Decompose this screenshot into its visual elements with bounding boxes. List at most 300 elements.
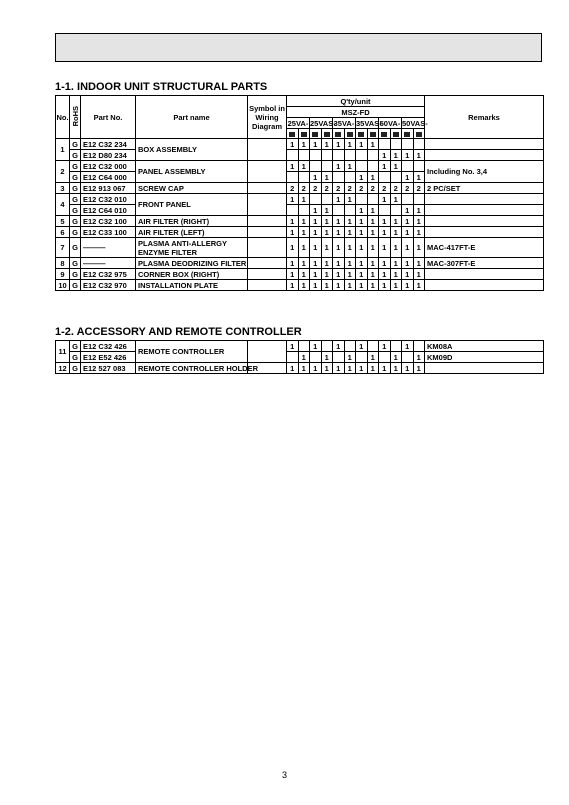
- qty-cell: [379, 172, 391, 183]
- qty-cell: 1: [390, 238, 402, 258]
- symbol-cell: [248, 216, 287, 227]
- qty-cell: [402, 352, 414, 363]
- remarks-cell: [425, 227, 544, 238]
- qty-cell: 1: [310, 139, 322, 150]
- model-variant-cell: [344, 129, 356, 139]
- header-model: MSZ-FD: [287, 107, 425, 118]
- qty-cell: 1: [310, 280, 322, 291]
- qty-cell: [402, 194, 414, 205]
- qty-cell: 1: [379, 341, 391, 352]
- item-number: 3: [56, 183, 70, 194]
- qty-cell: 1: [333, 341, 345, 352]
- qty-cell: [390, 205, 402, 216]
- qty-cell: 1: [287, 227, 299, 238]
- variant-icon: [404, 132, 410, 137]
- qty-cell: 1: [321, 280, 333, 291]
- qty-cell: 1: [333, 363, 345, 374]
- qty-cell: 1: [390, 269, 402, 280]
- table-row: [56, 227, 544, 238]
- qty-cell: 1: [413, 227, 425, 238]
- table-row: [56, 183, 544, 194]
- qty-cell: [321, 341, 333, 352]
- qty-cell: 1: [310, 205, 322, 216]
- header-part-name: Part name: [136, 96, 248, 139]
- variant-icon: [416, 132, 422, 137]
- qty-cell: [333, 150, 345, 161]
- qty-cell: 1: [413, 172, 425, 183]
- symbol-cell: [248, 269, 287, 280]
- qty-cell: [298, 341, 310, 352]
- qty-cell: 1: [321, 238, 333, 258]
- rohs-cell: G: [70, 352, 81, 363]
- rohs-cell: G: [70, 238, 81, 258]
- model-group-header: 50VAS-: [402, 118, 428, 128]
- remarks-cell: [425, 139, 544, 150]
- qty-cell: 1: [413, 269, 425, 280]
- qty-cell: 1: [379, 280, 391, 291]
- qty-cell: 1: [367, 258, 379, 269]
- table-row: [56, 139, 544, 150]
- qty-cell: 2: [402, 183, 414, 194]
- header-no: No.: [56, 96, 70, 139]
- part-number: E12 527 083: [81, 363, 136, 374]
- qty-cell: [413, 161, 425, 172]
- part-number: E12 C32 426: [81, 341, 136, 352]
- qty-cell: [310, 161, 322, 172]
- qty-cell: 1: [413, 238, 425, 258]
- qty-cell: 1: [321, 227, 333, 238]
- part-name: REMOTE CONTROLLER HOLDER: [136, 363, 248, 374]
- qty-cell: 1: [367, 139, 379, 150]
- qty-cell: [344, 150, 356, 161]
- qty-cell: 1: [402, 269, 414, 280]
- qty-cell: 1: [344, 352, 356, 363]
- qty-cell: 1: [390, 161, 402, 172]
- rohs-cell: G: [70, 139, 81, 150]
- qty-cell: 1: [344, 280, 356, 291]
- qty-cell: 1: [287, 216, 299, 227]
- qty-cell: 1: [287, 139, 299, 150]
- variant-icon: [381, 132, 387, 137]
- rohs-cell: G: [70, 258, 81, 269]
- qty-cell: [356, 194, 368, 205]
- qty-cell: [333, 352, 345, 363]
- qty-cell: 1: [298, 258, 310, 269]
- qty-cell: 1: [321, 139, 333, 150]
- qty-cell: 1: [402, 150, 414, 161]
- qty-cell: [287, 172, 299, 183]
- part-number: E12 C32 010: [81, 194, 136, 205]
- qty-cell: [344, 341, 356, 352]
- qty-cell: 2: [379, 183, 391, 194]
- part-name: REMOTE CONTROLLER: [136, 341, 248, 363]
- qty-cell: [287, 150, 299, 161]
- qty-cell: 1: [367, 227, 379, 238]
- qty-cell: 1: [413, 280, 425, 291]
- qty-cell: 1: [413, 363, 425, 374]
- header-qty: Q'ty/unit: [287, 96, 425, 107]
- qty-cell: 1: [379, 258, 391, 269]
- qty-cell: 1: [390, 194, 402, 205]
- qty-cell: 1: [356, 280, 368, 291]
- qty-cell: 1: [356, 205, 368, 216]
- qty-cell: 1: [413, 205, 425, 216]
- model-variant-cell: [287, 129, 299, 139]
- symbol-cell: [248, 139, 287, 161]
- variant-icon: [289, 132, 295, 137]
- qty-cell: 2: [298, 183, 310, 194]
- qty-cell: [413, 341, 425, 352]
- qty-cell: 1: [298, 238, 310, 258]
- qty-cell: 1: [402, 280, 414, 291]
- part-name: SCREW CAP: [136, 183, 248, 194]
- symbol-cell: [248, 341, 287, 363]
- qty-cell: 2: [367, 183, 379, 194]
- part-number: ———: [81, 258, 136, 269]
- part-number: E12 E52 426: [81, 352, 136, 363]
- qty-cell: 2: [321, 183, 333, 194]
- qty-cell: 1: [402, 238, 414, 258]
- qty-cell: 1: [390, 227, 402, 238]
- qty-cell: 1: [298, 280, 310, 291]
- part-number: E12 C33 100: [81, 227, 136, 238]
- qty-cell: 2: [310, 183, 322, 194]
- table-row: [56, 280, 544, 291]
- qty-cell: 1: [402, 227, 414, 238]
- remarks-cell: KM08A: [425, 341, 544, 352]
- qty-cell: [390, 341, 402, 352]
- qty-cell: 1: [402, 258, 414, 269]
- qty-cell: 1: [344, 227, 356, 238]
- part-number: E12 C64 000: [81, 172, 136, 183]
- qty-cell: [390, 172, 402, 183]
- qty-cell: 1: [344, 194, 356, 205]
- qty-cell: 1: [333, 227, 345, 238]
- table-row: [56, 269, 544, 280]
- qty-cell: 1: [310, 269, 322, 280]
- symbol-cell: [248, 183, 287, 194]
- qty-cell: 1: [356, 139, 368, 150]
- qty-cell: [367, 150, 379, 161]
- variant-icon: [324, 132, 330, 137]
- qty-cell: 2: [413, 183, 425, 194]
- table-row: [56, 216, 544, 227]
- part-number: E12 C32 975: [81, 269, 136, 280]
- qty-cell: 1: [402, 172, 414, 183]
- item-number: 11: [56, 341, 70, 363]
- qty-cell: 1: [402, 363, 414, 374]
- item-number: 4: [56, 194, 70, 216]
- qty-cell: 1: [333, 194, 345, 205]
- item-number: 5: [56, 216, 70, 227]
- qty-cell: 1: [356, 258, 368, 269]
- qty-cell: 1: [379, 227, 391, 238]
- qty-cell: 1: [356, 227, 368, 238]
- part-number: E12 C32 000: [81, 161, 136, 172]
- qty-cell: [310, 352, 322, 363]
- rohs-cell: G: [70, 269, 81, 280]
- header-part-no: Part No.: [81, 96, 136, 139]
- qty-cell: 1: [298, 352, 310, 363]
- qty-cell: 1: [390, 280, 402, 291]
- rohs-cell: G: [70, 216, 81, 227]
- qty-cell: 1: [287, 258, 299, 269]
- qty-cell: 1: [356, 269, 368, 280]
- qty-cell: 1: [344, 161, 356, 172]
- header-rohs: RoHS: [70, 96, 81, 139]
- qty-cell: 1: [390, 258, 402, 269]
- rohs-cell: G: [70, 205, 81, 216]
- part-number: E12 C64 010: [81, 205, 136, 216]
- item-number: 10: [56, 280, 70, 291]
- qty-cell: [402, 139, 414, 150]
- qty-cell: 1: [344, 238, 356, 258]
- qty-cell: 1: [413, 352, 425, 363]
- qty-cell: 1: [298, 363, 310, 374]
- qty-cell: 1: [379, 216, 391, 227]
- qty-cell: 1: [333, 280, 345, 291]
- qty-cell: 2: [333, 183, 345, 194]
- part-number: ———: [81, 238, 136, 258]
- qty-cell: 1: [310, 216, 322, 227]
- model-group-header: 35VA-: [333, 118, 355, 128]
- table-row: [56, 341, 544, 352]
- symbol-cell: [248, 238, 287, 258]
- qty-cell: 1: [287, 194, 299, 205]
- qty-cell: 1: [379, 238, 391, 258]
- qty-cell: 1: [379, 150, 391, 161]
- item-number: 6: [56, 227, 70, 238]
- symbol-cell: [248, 161, 287, 183]
- rohs-cell: G: [70, 161, 81, 172]
- rohs-cell: G: [70, 227, 81, 238]
- variant-icon: [370, 132, 376, 137]
- symbol-cell: [248, 258, 287, 269]
- qty-cell: [310, 150, 322, 161]
- qty-cell: 1: [379, 194, 391, 205]
- remarks-cell: Including No. 3,4: [425, 161, 544, 183]
- qty-cell: 1: [367, 238, 379, 258]
- qty-cell: 2: [344, 183, 356, 194]
- qty-cell: 2: [356, 183, 368, 194]
- qty-cell: 1: [413, 150, 425, 161]
- rohs-cell: G: [70, 280, 81, 291]
- model-group-header: 25VAS-: [310, 118, 336, 128]
- part-name: PLASMA DEODRIZING FILTER: [136, 258, 248, 269]
- qty-cell: [367, 341, 379, 352]
- item-number: 7: [56, 238, 70, 258]
- qty-cell: 1: [333, 258, 345, 269]
- remarks-cell: [425, 150, 544, 161]
- qty-cell: 1: [344, 216, 356, 227]
- qty-cell: 1: [413, 258, 425, 269]
- qty-cell: 1: [321, 363, 333, 374]
- rohs-cell: G: [70, 183, 81, 194]
- model-group-header: 35VAS-: [356, 118, 382, 128]
- qty-cell: [367, 194, 379, 205]
- model-variant-cell: [413, 129, 425, 139]
- item-number: 1: [56, 139, 70, 161]
- model-variant-cell: [321, 129, 333, 139]
- qty-cell: 1: [344, 269, 356, 280]
- qty-cell: [333, 205, 345, 216]
- part-name: AIR FILTER (LEFT): [136, 227, 248, 238]
- remarks-cell: [425, 216, 544, 227]
- qty-cell: 1: [367, 269, 379, 280]
- qty-cell: [344, 172, 356, 183]
- model-group-header: 25VA-: [287, 118, 309, 128]
- qty-cell: 1: [298, 161, 310, 172]
- qty-cell: 1: [298, 139, 310, 150]
- table-row: [56, 352, 544, 363]
- qty-cell: 1: [333, 238, 345, 258]
- qty-cell: 2: [287, 183, 299, 194]
- part-name: CORNER BOX (RIGHT): [136, 269, 248, 280]
- item-number: 2: [56, 161, 70, 183]
- model-variant-cell: [379, 129, 391, 139]
- qty-cell: [402, 161, 414, 172]
- qty-cell: 1: [356, 172, 368, 183]
- item-number: 9: [56, 269, 70, 280]
- qty-cell: 2: [390, 183, 402, 194]
- model-group-header: 50VA-: [379, 118, 401, 128]
- qty-cell: 1: [367, 205, 379, 216]
- qty-cell: 1: [298, 194, 310, 205]
- qty-cell: [298, 150, 310, 161]
- qty-cell: 1: [287, 238, 299, 258]
- item-number: 12: [56, 363, 70, 374]
- qty-cell: [321, 150, 333, 161]
- qty-cell: 1: [356, 341, 368, 352]
- qty-cell: 1: [333, 139, 345, 150]
- rohs-cell: G: [70, 150, 81, 161]
- qty-cell: 1: [367, 352, 379, 363]
- qty-cell: 1: [344, 363, 356, 374]
- qty-cell: [379, 139, 391, 150]
- remarks-cell: MAC-417FT-E: [425, 238, 544, 258]
- model-variant-cell: [356, 129, 368, 139]
- qty-cell: 1: [321, 269, 333, 280]
- part-number: E12 D80 234: [81, 150, 136, 161]
- table-row: [56, 238, 544, 258]
- part-name: BOX ASSEMBLY: [136, 139, 248, 161]
- qty-cell: 1: [298, 269, 310, 280]
- section2-title: 1-2. ACCESSORY AND REMOTE CONTROLLER: [55, 326, 302, 338]
- qty-cell: 1: [356, 363, 368, 374]
- item-number: 8: [56, 258, 70, 269]
- header-symbol: Symbol in Wiring Diagram: [248, 96, 287, 139]
- symbol-cell: [248, 227, 287, 238]
- qty-cell: [287, 205, 299, 216]
- indoor-parts-table: [55, 95, 544, 291]
- qty-cell: 1: [287, 269, 299, 280]
- qty-cell: [310, 194, 322, 205]
- qty-cell: 1: [287, 161, 299, 172]
- qty-cell: 1: [333, 269, 345, 280]
- qty-cell: 1: [390, 363, 402, 374]
- part-name: INSTALLATION PLATE: [136, 280, 248, 291]
- remarks-cell: 2 PC/SET: [425, 183, 544, 194]
- qty-cell: [379, 205, 391, 216]
- qty-cell: 1: [287, 341, 299, 352]
- qty-cell: 1: [390, 216, 402, 227]
- qty-cell: 1: [287, 363, 299, 374]
- variant-icon: [347, 132, 353, 137]
- model-variant-cell: [310, 129, 322, 139]
- part-number: E12 C32 970: [81, 280, 136, 291]
- part-number: E12 C32 234: [81, 139, 136, 150]
- table-row: [56, 363, 544, 374]
- model-variant-cell: [298, 129, 310, 139]
- qty-cell: [356, 352, 368, 363]
- remarks-cell: MAC-307FT-E: [425, 258, 544, 269]
- qty-cell: 1: [333, 216, 345, 227]
- variant-icon: [393, 132, 399, 137]
- qty-cell: 1: [310, 227, 322, 238]
- qty-cell: [356, 150, 368, 161]
- qty-cell: 1: [402, 341, 414, 352]
- qty-cell: 1: [321, 352, 333, 363]
- qty-cell: 1: [379, 161, 391, 172]
- qty-cell: [344, 205, 356, 216]
- qty-cell: 1: [310, 258, 322, 269]
- qty-cell: 1: [310, 341, 322, 352]
- qty-cell: [298, 205, 310, 216]
- qty-cell: 1: [367, 363, 379, 374]
- table-row: [56, 258, 544, 269]
- variant-icon: [301, 132, 307, 137]
- header-banner: [55, 33, 542, 62]
- header-remarks: Remarks: [425, 96, 544, 139]
- rohs-cell: G: [70, 194, 81, 205]
- qty-cell: 1: [402, 216, 414, 227]
- qty-cell: 1: [356, 216, 368, 227]
- part-name: PLASMA ANTI-ALLERGY ENZYME FILTER: [136, 238, 248, 258]
- qty-cell: [413, 139, 425, 150]
- qty-cell: 1: [298, 216, 310, 227]
- qty-cell: [379, 352, 391, 363]
- qty-cell: 1: [379, 363, 391, 374]
- qty-cell: 1: [310, 238, 322, 258]
- model-variant-cell: [367, 129, 379, 139]
- qty-cell: 1: [379, 269, 391, 280]
- qty-cell: 1: [367, 216, 379, 227]
- model-variant-cell: [390, 129, 402, 139]
- qty-cell: 1: [402, 205, 414, 216]
- qty-cell: 1: [367, 280, 379, 291]
- table-row: [56, 205, 544, 216]
- table-row: [56, 194, 544, 205]
- variant-icon: [312, 132, 318, 137]
- qty-cell: 1: [344, 139, 356, 150]
- part-name: FRONT PANEL: [136, 194, 248, 216]
- symbol-cell: [248, 194, 287, 216]
- qty-cell: 1: [321, 258, 333, 269]
- qty-cell: 1: [367, 172, 379, 183]
- variant-icon: [335, 132, 341, 137]
- part-number: E12 C32 100: [81, 216, 136, 227]
- qty-cell: [356, 161, 368, 172]
- remarks-cell: [425, 194, 544, 205]
- qty-cell: 1: [298, 227, 310, 238]
- qty-cell: [333, 172, 345, 183]
- remarks-cell: [425, 363, 544, 374]
- part-name: AIR FILTER (RIGHT): [136, 216, 248, 227]
- qty-cell: 1: [310, 363, 322, 374]
- rohs-cell: G: [70, 172, 81, 183]
- qty-cell: [321, 161, 333, 172]
- qty-cell: [413, 194, 425, 205]
